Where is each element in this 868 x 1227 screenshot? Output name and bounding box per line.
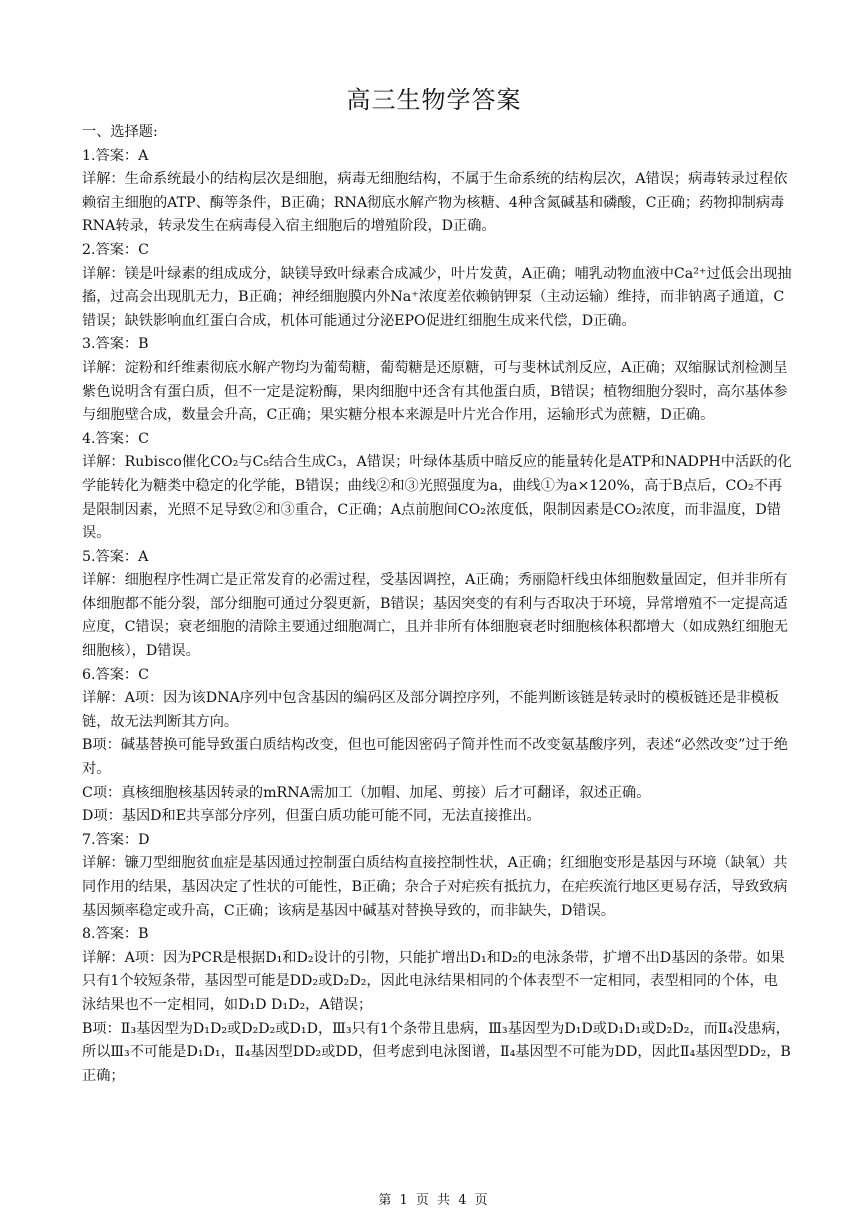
explanation-paragraph: 详解：生命系统最小的结构层次是细胞，病毒无细胞结构，不属于生命系统的结构层次，A错误；病毒转录过程依赖宿主细胞的ATP、酶等条件，B正确；RNA彻底水解产物为核糖、4种含氮碱基和磷酸，C正确；药物抑制病毒RNA转录，转录发生在病毒侵入宿主细胞后的增殖阶段，D正确。 <box>82 171 788 235</box>
answer-line: 6.答案：C <box>82 666 149 683</box>
explanation-paragraph: B项：碱基替换可能导致蛋白质结构改变，但也可能因密码子简并性而不改变氨基酸序列，表述“必然改变”过于绝对。 <box>82 737 788 778</box>
answer-content <box>82 121 792 1088</box>
answer-line: 5.答案：A <box>82 548 149 565</box>
answer-line: 7.答案：D <box>82 831 150 848</box>
explanation-paragraph: 详解：镰刀型细胞贫血症是基因通过控制蛋白质结构直接控制性状，A正确；红细胞变形是基因与环境（缺氧）共同作用的结果，基因决定了性状的可能性，B正确；杂合子对疟疾有抵抗力，在疟疾流行地区更易存活，导致致病基因频率稳定或升高，C正确；该病是基因中碱基对替换导致的，而非缺失，D错误。 <box>82 855 788 919</box>
explanation-paragraph: 详解：淀粉和纤维素彻底水解产物均为葡萄糖，葡萄糖是还原糖，可与斐林试剂反应，A正确；双缩脲试剂检测呈紫色说明含有蛋白质，但不一定是淀粉酶，果肉细胞中还含有其他蛋白质，B错误；植物细胞分裂时，高尔基体参与细胞壁合成，数量会升高，C正确；果实糖分根本来源是叶片光合作用，运输形式为蔗糖，D正确。 <box>82 359 788 424</box>
explanation-paragraph: 详解：A项：因为该DNA序列中包含基因的编码区及部分调控序列，不能判断该链是转录时的模板链还是非模板链，故无法判断其方向。 <box>82 690 779 730</box>
explanation-paragraph: 详解：Rubisco催化CO₂与C₅结合生成C₃，A错误；叶绿体基质中暗反应的能量转化是ATP和NADPH中活跃的化学能转化为糖类中稳定的化学能，B错误；曲线②和③光照强度为a，曲线①为a×120%，高于B点后，CO₂不再是限制因素，光照不足导致②和③重合，C正确；A点前胞间CO₂浓度低，限制因素是CO₂浓度，而非温度，D错误。 <box>82 454 792 542</box>
answer-line: 4.答案：C <box>82 430 149 447</box>
explanation-paragraph: 详解：A项：因为PCR是根据D₁和D₂设计的引物，只能扩增出D₁和D₂的电泳条带，扩增不出D基因的条带。如果只有1个较短条带，基因型可能是DD₂或D₂D₂，因此电泳结果相同的个体表型不一定相同，表型相同的个体，电泳结果也不一定相同，如D₁D D₁D₂，A错误； <box>82 949 785 1013</box>
explanation-paragraph: D项：基因D和E共享部分序列，但蛋白质功能可能不同，无法直接推出。 <box>82 808 541 825</box>
explanation-paragraph: 详解：细胞程序性凋亡是正常发育的必需过程，受基因调控，A正确；秀丽隐杆线虫体细胞数量固定，但并非所有体细胞都不能分裂，部分细胞可通过分裂更新，B错误；基因突变的有利与否取决于环境，异常增殖不一定提高适应度，C错误；衰老细胞的清除主要通过细胞凋亡，且并非所有体细胞衰老时细胞核体积都增大（如成熟红细胞无细胞核），D错误。 <box>82 572 789 660</box>
section-heading: 一、选择题: <box>82 124 158 140</box>
answer-line: 2.答案：C <box>82 241 149 258</box>
explanation-paragraph: B项：Ⅱ₃基因型为D₁D₂或D₂D₂或D₁D，Ⅲ₃只有1个条带且患病，Ⅲ₃基因型为D₁D或D₁D₁或D₂D₂，而Ⅱ₄没患病，所以Ⅲ₃不可能是D₁D₁，Ⅱ₄基因型DD₂或DD，但考虑到电泳图谱，Ⅱ₄基因型不可能为DD，因此Ⅱ₄基因型DD₂，B正确； <box>82 1020 791 1084</box>
answer-line: 8.答案：B <box>82 926 149 943</box>
answer-line: 1.答案：A <box>82 147 149 164</box>
page-footer: 第 1 页 共 4 页 <box>378 1193 490 1208</box>
explanation-paragraph: 详解：镁是叶绿素的组成成分，缺镁导致叶绿素合成减少，叶片发黄，A正确；哺乳动物血液中Ca²⁺过低会出现抽搐，过高会出现肌无力，B正确；神经细胞膜内外Na⁺浓度差依赖钠钾泵（主动运输）维持，而非钠离子通道，C错误；缺铁影响血红蛋白合成，机体可能通过分泌EPO促进红细胞生成来代偿，D正确。 <box>82 265 792 329</box>
answer-line: 3.答案：B <box>82 336 149 353</box>
explanation-paragraph: C项：真核细胞核基因转录的mRNA需加工（加帽、加尾、剪接）后才可翻译，叙述正确。 <box>82 784 651 801</box>
page-title: 高三生物学答案 <box>346 86 522 114</box>
